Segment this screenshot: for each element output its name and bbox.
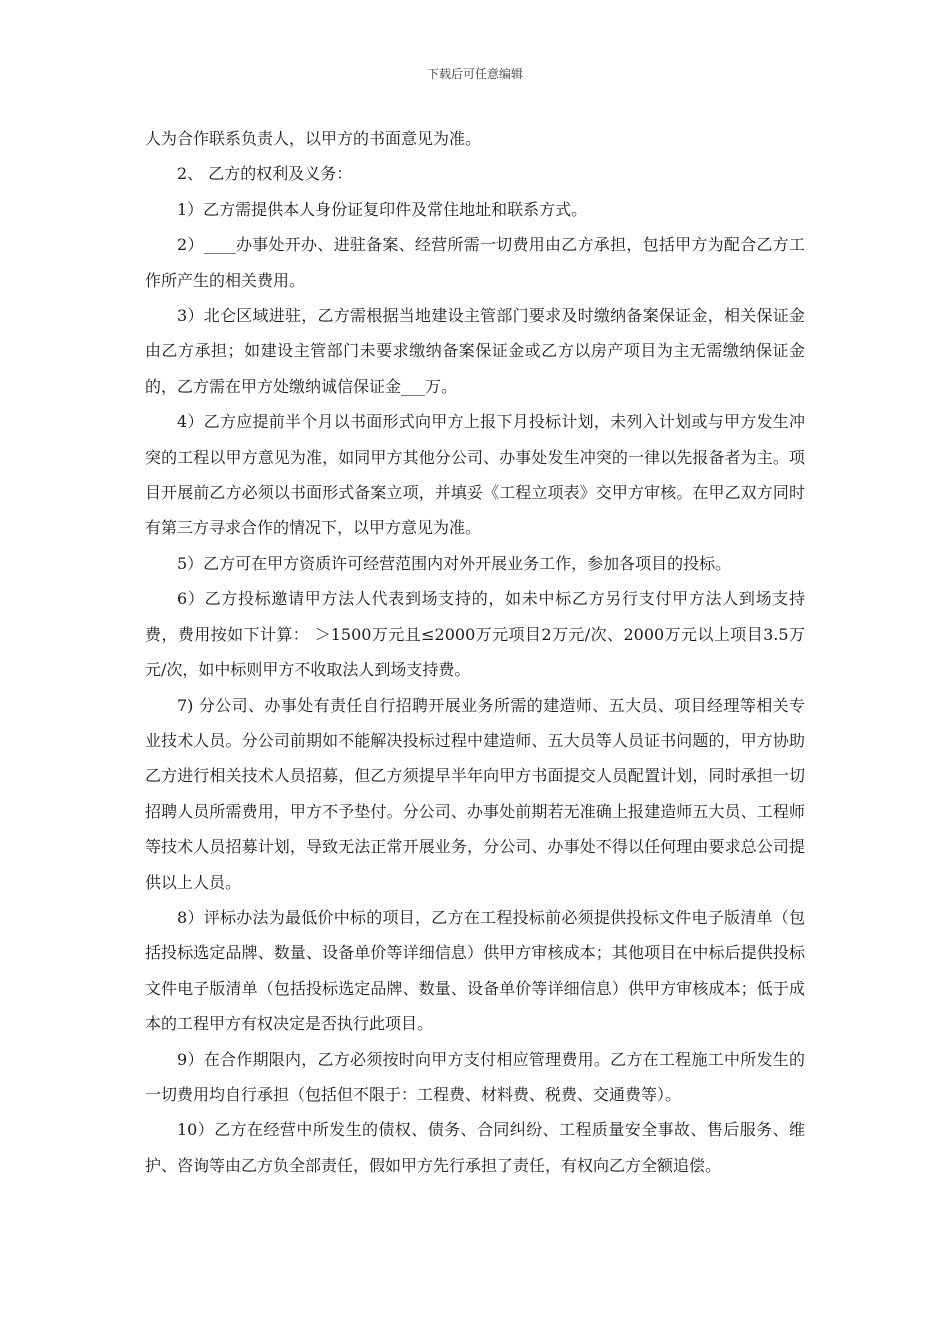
page-header: 下载后可任意编辑	[426, 67, 523, 81]
paragraph-item-10: 10）乙方在经营中所发生的债权、债务、合同纠纷、工程质量安全事故、售后服务、维护、咨询等由乙方负全部责任，假如甲方先行承担了责任，有权向乙方全额追偿。	[145, 1120, 805, 1175]
paragraph-item-4: 4）乙方应提前半个月以书面形式向甲方上报下月投标计划，未列入计划或与甲方发生冲突的工程以甲方意见为准，如同甲方其他分公司、办事处发生冲突的一律以先报备者为主。项目开展前乙方必须以书面形式备案立项，并填妥《工程立项表》交甲方审核。在甲乙双方同时有第三方寻求合作的情况下，以甲方意见为准。	[145, 412, 805, 538]
paragraph-section-2-heading: 2、 乙方的权利及义务：	[177, 164, 353, 184]
paragraph-item-6: 6）乙方投标邀请甲方法人代表到场支持的，如未中标乙方另行支付甲方法人到场支持费，费用按如下计算： ＞1500万元且≤2000万元项目2万元/次、2000万元以上项目3.5万元/次，如中标则甲方不收取法人到场支持费。	[145, 589, 805, 680]
paragraph-item-9: 9）在合作期限内，乙方必须按时向甲方支付相应管理费用。乙方在工程施工中所发生的一切费用均自行承担（包括但不限于：工程费、材料费、税费、交通费等）。	[145, 1049, 805, 1104]
paragraph-item-1: 1）乙方需提供本人身份证复印件及常住地址和联系方式。	[177, 199, 588, 219]
paragraph-item-3: 3）北仑区域进驻，乙方需根据当地建设主管部门要求及时缴纳备案保证金，相关保证金由乙方承担；如建设主管部门未要求缴纳备案保证金或乙方以房产项目为主无需缴纳保证金的，乙方需在甲方处缴纳诚信保证金___万。	[145, 306, 805, 396]
paragraph-item-2: 2）____办事处开办、进驻备案、经营所需一切费用由乙方承担，包括甲方为配合乙方工作所产生的相关费用。	[145, 235, 805, 290]
document-body	[145, 121, 805, 1183]
paragraph-item-5: 5）乙方可在甲方资质许可经营范围内对外开展业务工作，参加各项目的投标。	[177, 553, 732, 573]
paragraph-item-7: 7) 分公司、办事处有责任自行招聘开展业务所需的建造师、五大员、项目经理等相关专业技术人员。分公司前期如不能解决投标过程中建造师、五大员等人员证书问题的，甲方协助乙方进行相关技术人员招募，但乙方须提早半年向甲方书面提交人员配置计划，同时承担一切招聘人员所需费用，甲方不予垫付。分公司、办事处前期若无准确上报建造师五大员、工程师等技术人员招募计划，导致无法正常开展业务，分公司、办事处不得以任何理由要求总公司提供以上人员。	[145, 695, 805, 892]
paragraph-item-8: 8）评标办法为最低价中标的项目，乙方在工程投标前必须提供投标文件电子版清单（包括投标选定品牌、数量、设备单价等详细信息）供甲方审核成本；其他项目在中标后提供投标文件电子版清单（包括投标选定品牌、数量、设备单价等详细信息）供甲方审核成本；低于成本的工程甲方有权决定是否执行此项目。	[145, 907, 805, 1034]
paragraph-continuation: 人为合作联系负责人，以甲方的书面意见为准。	[145, 129, 482, 148]
